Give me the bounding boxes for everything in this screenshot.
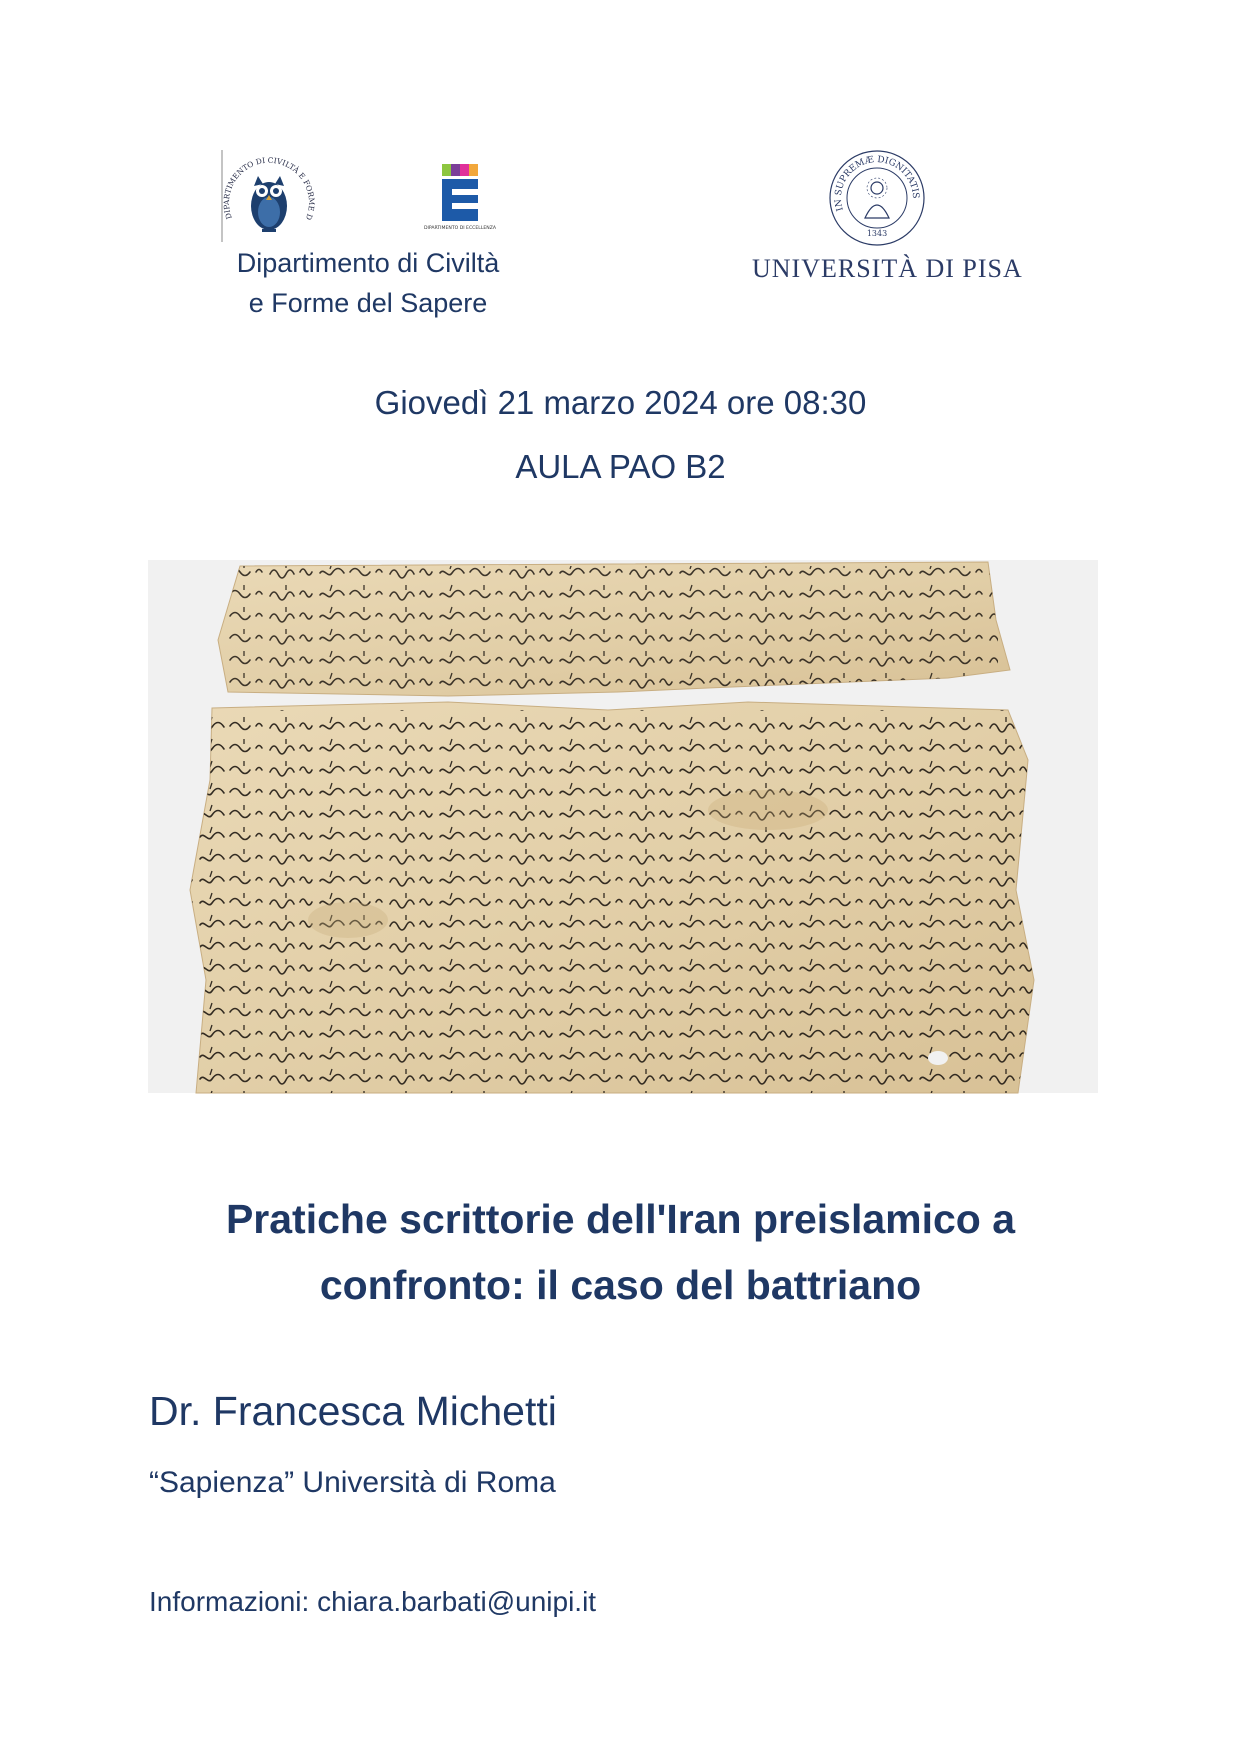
department-seal-logo xyxy=(218,146,320,246)
speaker-affiliation: “Sapienza” Università di Roma xyxy=(149,1466,556,1499)
university-seal-lettering: IN SUPREMÆ DIGNITATIS xyxy=(833,155,921,213)
university-seal-year: 1343 xyxy=(866,229,888,238)
event-date-time: Giovedì 21 marzo 2024 ore 08:30 xyxy=(374,384,867,421)
contact-info: Informazioni: chiara.barbati@unipi.it xyxy=(149,1586,597,1617)
excellence-logo-lettering: DIPARTIMENTO DI ECCELLENZA xyxy=(423,226,497,231)
speaker-name: Dr. Francesca Michetti xyxy=(149,1388,557,1434)
department-seal-lettering: DIPARTIMENTO DI CIVILTÀ E FORME D xyxy=(221,155,317,222)
talk-title-line2: confronto: il caso del battriano xyxy=(319,1262,922,1308)
university-seal-logo xyxy=(827,148,927,248)
talk-title-line1: Pratiche scrittorie dell'Iran preislamico a xyxy=(225,1196,1016,1242)
department-name-line1: Dipartimento di Civiltà xyxy=(236,248,500,278)
university-name: UNIVERSITÀ DI PISA xyxy=(752,254,1023,283)
department-name-line2: e Forme del Sapere xyxy=(248,288,488,318)
manuscript-image xyxy=(148,560,1098,1093)
excellence-logo xyxy=(423,164,497,236)
event-room: AULA PAO B2 xyxy=(515,448,726,485)
